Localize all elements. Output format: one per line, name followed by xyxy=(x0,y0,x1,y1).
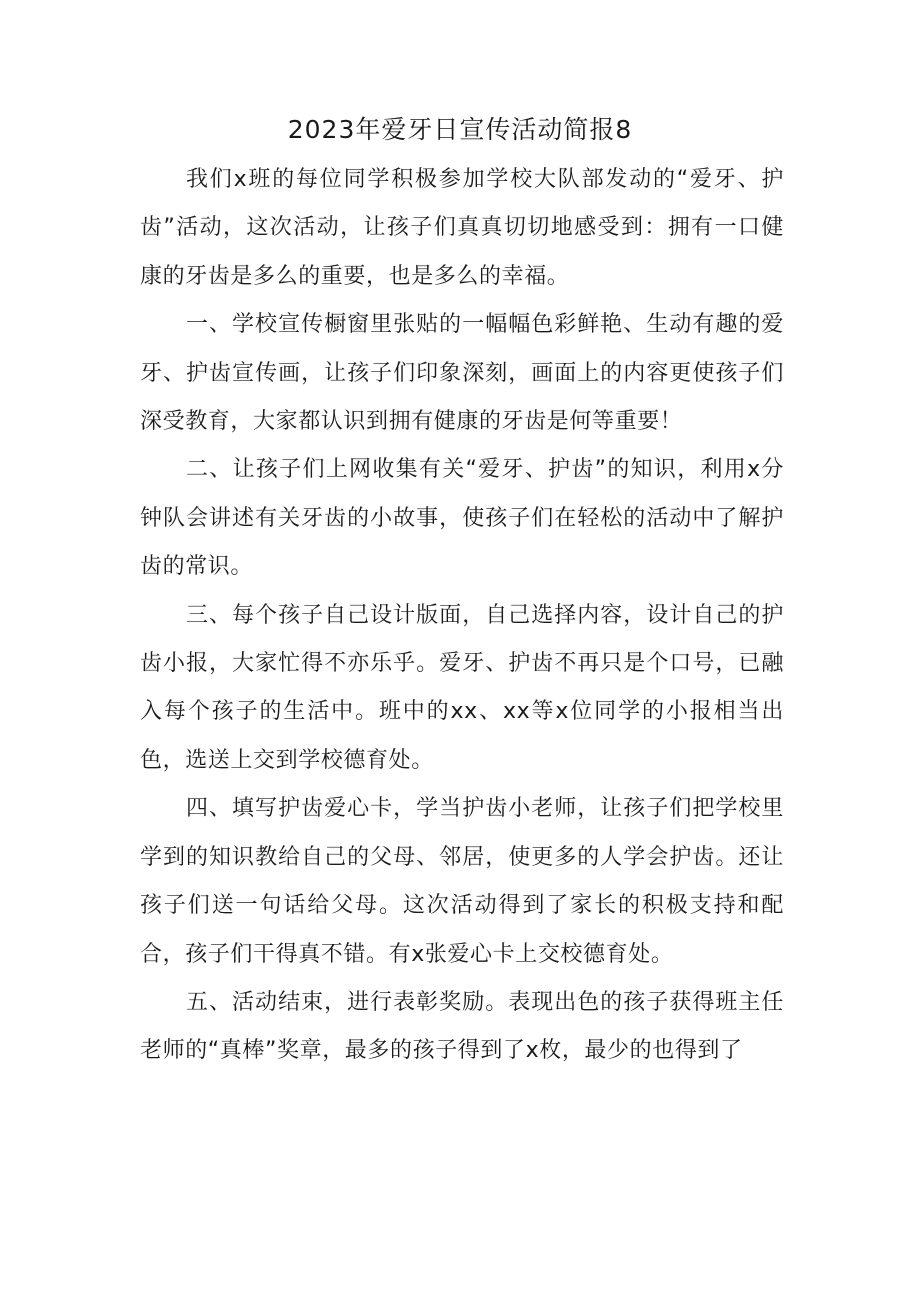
paragraph-section-2: 二、让孩子们上网收集有关“爱牙、护齿”的知识，利用x分钟队会讲述有关牙齿的小故事，使孩子们在轻松的活动中了解护齿的常识。 xyxy=(140,457,784,580)
paragraph-section-1: 一、学校宣传橱窗里张贴的一幅幅色彩鲜艳、生动有趣的爱牙、护齿宣传画，让孩子们印象深刻，画面上的内容更使孩子们深受教育，大家都认识到拥有健康的牙齿是何等重要！ xyxy=(140,312,784,435)
paragraph-intro: 我们x班的每位同学积极参加学校大队部发动的“爱牙、护齿”活动，这次活动，让孩子们真真切切地感受到：拥有一口健康的牙齿是多么的重要，也是多么的幸福。 xyxy=(140,167,784,289)
paragraph-section-5: 五、活动结束，进行表彰奖励。表现出色的孩子获得班主任老师的“真棒”奖章，最多的孩子得到了x枚，最少的也得到了 xyxy=(140,989,784,1064)
paragraph-section-4: 四、填写护齿爱心卡，学当护齿小老师，让孩子们把学校里学到的知识教给自己的父母、邻居，使更多的人学会护齿。还让孩子们送一句话给父母。这次活动得到了家长的积极支持和配合，孩子们干得真不错。有x张爱心卡上交校德育处。 xyxy=(140,796,784,967)
document-title: 2023年爱牙日宣传活动简报8 xyxy=(287,115,633,144)
document-body xyxy=(140,156,784,1076)
paragraph-section-3: 三、每个孩子自己设计版面，自己选择内容，设计自己的护齿小报，大家忙得不亦乐乎。爱牙、护齿不再只是个口号，已融入每个孩子的生活中。班中的xx、xx等x位同学的小报相当出色，选送上交到学校德育处。 xyxy=(140,602,784,773)
